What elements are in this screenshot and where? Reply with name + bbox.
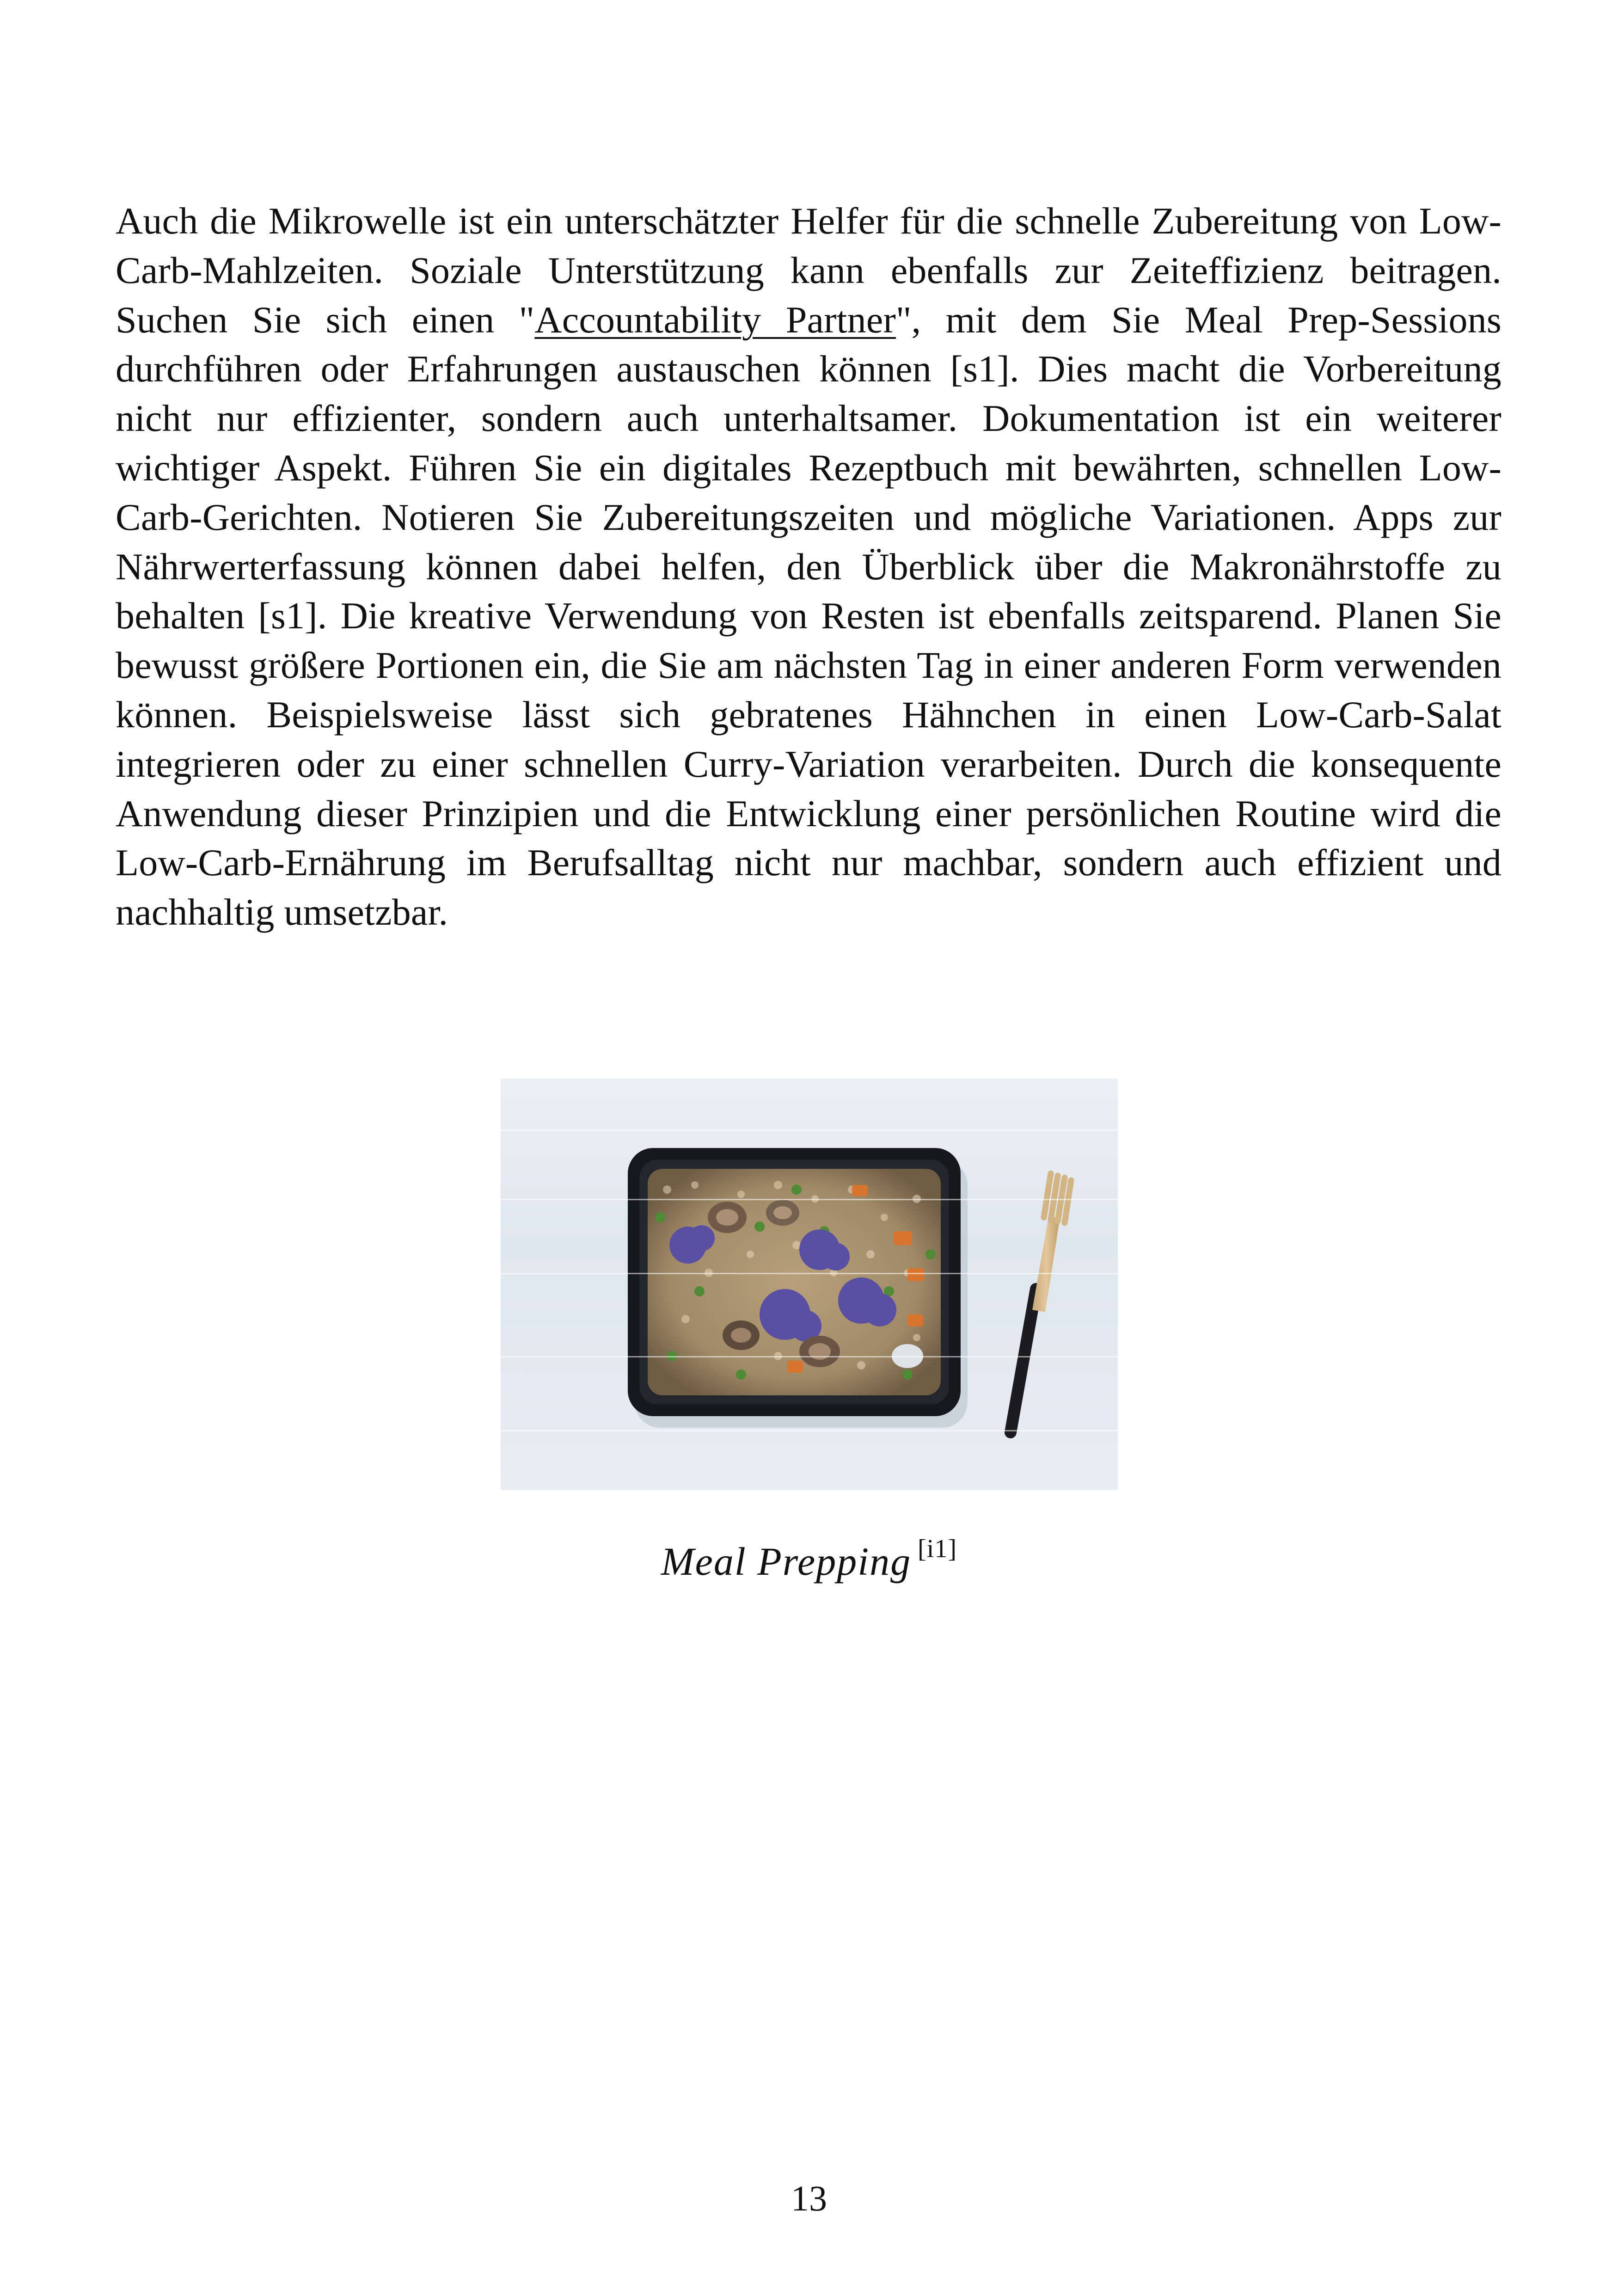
page-number: 13 bbox=[791, 2178, 827, 2218]
caption-text: Meal Prepping bbox=[661, 1539, 912, 1584]
body-paragraph bbox=[116, 196, 1502, 937]
accountability-partner-link[interactable]: Accountability Partner bbox=[534, 298, 896, 341]
paragraph-text-end: ", mit dem Sie Meal Prep-Sessions durchführen oder Erfahrungen austauschen können [s1]. Dies macht die Vorbereitung nicht nur effizienter, sondern auch unterhaltsamer. Dokumentation ist ein weiterer wichtiger Aspekt. Führen Sie ein digitales Rezeptbuch mit bewährten, schnellen Low-Carb-Gerichten. Notieren Sie Zubereitungszeiten und mögliche Variationen. Apps zur Nährwerterfassung können dabei helfen, den Überblick über die Makronährstoffe zu behalten [s1]. Die kreative Verwendung von Resten ist ebenfalls zeitsparend. Planen Sie bewusst größere Portionen ein, die Sie am nächsten Tag in einer anderen Form verwenden können. Beispielsweise lässt sich gebratenes Hähnchen in einen Low-Carb-Salat integrieren oder zu einer schnellen Curry-Variation verarbeiten. Durch die konsequente Anwendung dieser Prinzipien und die Entwicklung einer persönlichen Routine wird die Low-Carb-Ernährung im Berufsalltag nicht nur machbar, sondern auch effizient und nachhaltig umsetzbar. bbox=[116, 298, 1502, 933]
meal-prep-photo bbox=[501, 1079, 1118, 1490]
figure-caption bbox=[0, 1534, 1618, 1584]
wooden-fork-icon bbox=[1011, 1173, 1071, 1432]
meal-prep-illustration bbox=[501, 1079, 1118, 1490]
figure-reference[interactable]: [i1] bbox=[918, 1535, 957, 1563]
paragraph-text-start: Auch die Mikrowelle ist ein unterschätzter Helfer für die schnelle Zubereitung von Low-Carb-Mahlzeiten. Soziale Unterstützung kann ebenfalls zur Zeiteffizienz beitragen. Suchen Sie sich einen " bbox=[116, 200, 1502, 341]
